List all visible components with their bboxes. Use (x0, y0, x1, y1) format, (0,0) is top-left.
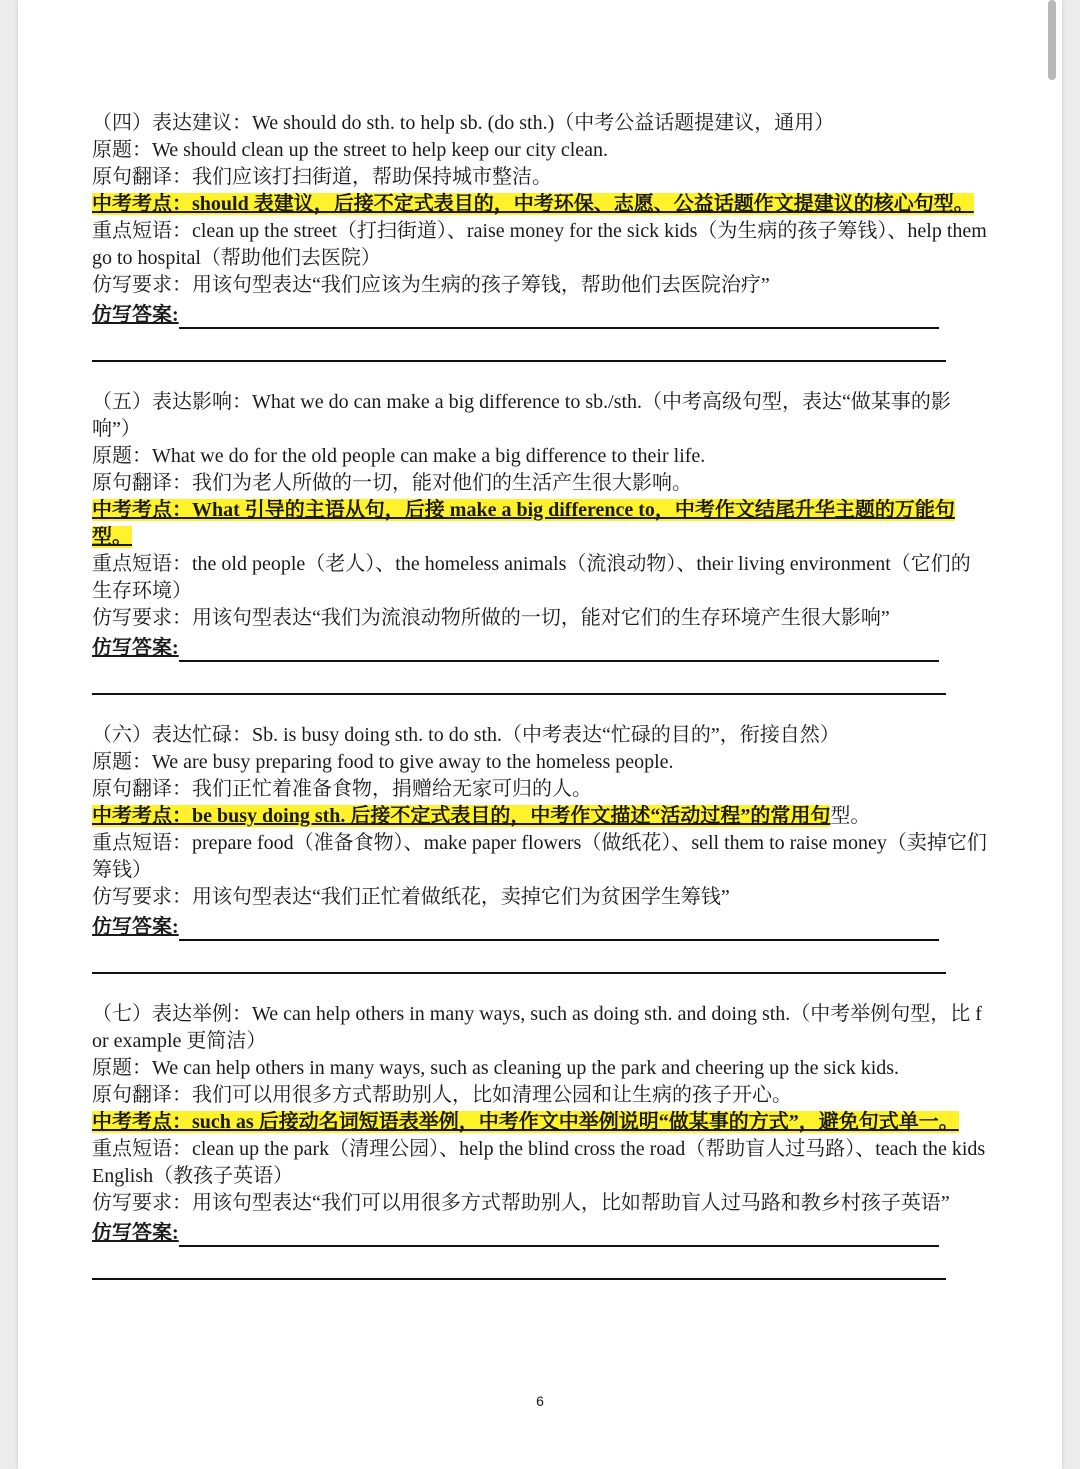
exam-point (92, 1109, 987, 1136)
exam-point-tail: 型。 (830, 805, 871, 827)
writing-requirement: 仿写要求：用该句型表达“我们应该为生病的孩子筹钱，帮助他们去医院治疗” (92, 274, 770, 296)
answer-blank-line-2[interactable] (92, 359, 946, 362)
answer-row (92, 1217, 987, 1247)
original-sentence: 原题：We should clean up the street to help keep our city clean. (92, 139, 609, 161)
answer-blank-line[interactable] (179, 638, 939, 662)
writing-requirement: 仿写要求：用该句型表达“我们可以用很多方式帮助别人，比如帮助盲人过马路和教乡村孩子英语” (92, 1192, 950, 1214)
answer-blank-line[interactable] (179, 917, 939, 941)
exam-point (92, 803, 987, 830)
section-title: （七）表达举例：We can help others in many ways, such as doing sth. and doing sth.（中考举例句型，比 for example 更简洁） (92, 1003, 982, 1052)
answer-row (92, 299, 987, 329)
document-page (18, 0, 1062, 1469)
translation: 原句翻译：我们正忙着准备食物，捐赠给无家可归的人。 (92, 778, 592, 800)
original-sentence: 原题：We can help others in many ways, such as cleaning up the park and cheering up the sick kids. (92, 1057, 900, 1079)
section-title: （六）表达忙碌：Sb. is busy doing sth. to do sth.（中考表达“忙碌的目的”，衔接自然） (92, 724, 840, 746)
answer-row (92, 632, 987, 662)
answer-blank-line-2[interactable] (92, 971, 946, 974)
exam-point (92, 497, 987, 551)
translation: 原句翻译：我们可以用很多方式帮助别人，比如清理公园和让生病的孩子开心。 (92, 1084, 792, 1106)
section-title: （五）表达影响：What we do can make a big difference to sb./sth.（中考高级句型，表达“做某事的影响”） (92, 391, 951, 440)
writing-requirement: 仿写要求：用该句型表达“我们正忙着做纸花，卖掉它们为贫困学生筹钱” (92, 886, 730, 908)
section-4 (92, 110, 987, 362)
translation: 原句翻译：我们应该打扫街道，帮助保持城市整洁。 (92, 166, 552, 188)
section-7 (92, 1001, 987, 1280)
answer-label: 仿写答案: (92, 304, 179, 326)
answer-label: 仿写答案: (92, 637, 179, 659)
key-phrases: 重点短语：clean up the street（打扫街道）、raise money for the sick kids（为生病的孩子筹钱）、help them go to hospital（帮助他们去医院） (92, 220, 987, 269)
answer-label: 仿写答案: (92, 1222, 179, 1244)
original-sentence: 原题：What we do for the old people can make a big difference to their life. (92, 445, 706, 467)
original-sentence: 原题：We are busy preparing food to give away to the homeless people. (92, 751, 674, 773)
exam-point-highlight: 中考考点：should 表建议，后接不定式表目的，中考环保、志愿、公益话题作文提建议的核心句型。 (92, 193, 974, 215)
key-phrases: 重点短语：clean up the park（清理公园）、help the blind cross the road（帮助盲人过马路）、teach the kids English（教孩子英语） (92, 1138, 986, 1187)
exam-point (92, 191, 987, 218)
page-content (92, 110, 987, 1307)
section-title: （四）表达建议：We should do sth. to help sb. (do sth.)（中考公益话题提建议，通用） (92, 112, 835, 134)
exam-point-highlight: 中考考点：What 引导的主语从句，后接 make a big difference to，中考作文结尾升华主题的万能句型。 (92, 499, 955, 548)
section-6 (92, 722, 987, 974)
section-5 (92, 389, 987, 695)
writing-requirement: 仿写要求：用该句型表达“我们为流浪动物所做的一切，能对它们的生存环境产生很大影响” (92, 607, 890, 629)
page-number: 6 (536, 1393, 544, 1409)
answer-blank-line-2[interactable] (92, 1277, 946, 1280)
translation: 原句翻译：我们为老人所做的一切，能对他们的生活产生很大影响。 (92, 472, 692, 494)
key-phrases: 重点短语：prepare food（准备食物）、make paper flowers（做纸花）、sell them to raise money（卖掉它们筹钱） (92, 832, 987, 881)
answer-blank-line-2[interactable] (92, 692, 946, 695)
scrollbar[interactable] (1048, 0, 1056, 80)
answer-label: 仿写答案: (92, 916, 179, 938)
exam-point-highlight: 中考考点：be busy doing sth. 后接不定式表目的，中考作文描述“活动过程”的常用句 (92, 805, 831, 827)
exam-point-highlight: 中考考点：such as 后接动名词短语表举例，中考作文中举例说明“做某事的方式”，避免句式单一。 (92, 1111, 959, 1133)
key-phrases: 重点短语：the old people（老人）、the homeless animals（流浪动物）、their living environment（它们的生存环境） (92, 553, 971, 602)
answer-blank-line[interactable] (179, 305, 939, 329)
answer-blank-line[interactable] (179, 1223, 939, 1247)
answer-row (92, 911, 987, 941)
